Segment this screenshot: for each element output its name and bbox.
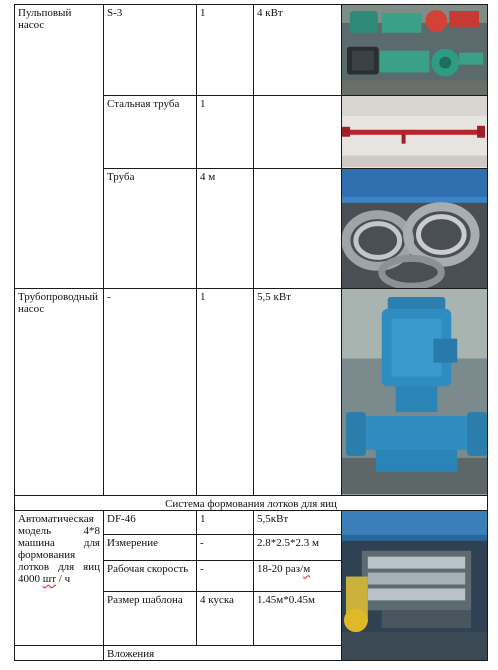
spec-extra-speed: 18-20 раз/м <box>254 561 342 592</box>
steel-pipe-qty: 1 <box>197 96 254 169</box>
spec-label-template: Размер шаблона <box>104 592 197 645</box>
tray-machine-photo <box>342 511 488 661</box>
spec-extra-template: 1.45м*0.45м <box>254 592 342 645</box>
spec-value-model: 1 <box>197 511 254 535</box>
spec-extra-model: 5,5кВт <box>254 511 342 535</box>
attachments-label: Вложения <box>104 645 342 660</box>
pipe-power <box>254 168 342 288</box>
pipeline-pump-model: - <box>104 289 197 496</box>
pipeline-pump-power: 5,5 кВт <box>254 289 342 496</box>
spec-label-dimension: Измерение <box>104 534 197 561</box>
pipeline-pump-name: Трубопроводный насос <box>15 289 104 496</box>
pipe-qty: 4 м <box>197 168 254 288</box>
steel-pipe-power <box>254 96 342 169</box>
slurry-pump-photo <box>342 5 488 96</box>
pipeline-pump-photo <box>342 289 488 496</box>
pipe-name: Труба <box>104 168 197 288</box>
slurry-pump-qty: 1 <box>197 5 254 96</box>
tray-machine-name: Автоматическая модель 4*8 машина для формования лотков для яиц 4000 шт / ч <box>15 511 104 646</box>
attachments-blank <box>15 645 104 660</box>
spec-value-template: 4 куска <box>197 592 254 645</box>
spec-label-speed: Рабочая скорость <box>104 561 197 592</box>
pipeline-pump-qty: 1 <box>197 289 254 496</box>
spec-extra-dimension: 2.8*2.5*2.3 м <box>254 534 342 561</box>
section-title: Система формования лотков для яиц <box>15 496 488 511</box>
steel-pipe-name: Стальная труба <box>104 96 197 169</box>
equipment-table <box>14 4 488 661</box>
steel-pipe-photo <box>342 96 488 169</box>
hose-coils-photo <box>342 168 488 288</box>
slurry-pump-model: S-3 <box>104 5 197 96</box>
slurry-pump-power: 4 кВт <box>254 5 342 96</box>
spec-value-speed: - <box>197 561 254 592</box>
spec-label-model: DF-46 <box>104 511 197 535</box>
slurry-pump-name: Пульповый насос <box>15 5 104 289</box>
spec-value-dimension: - <box>197 534 254 561</box>
